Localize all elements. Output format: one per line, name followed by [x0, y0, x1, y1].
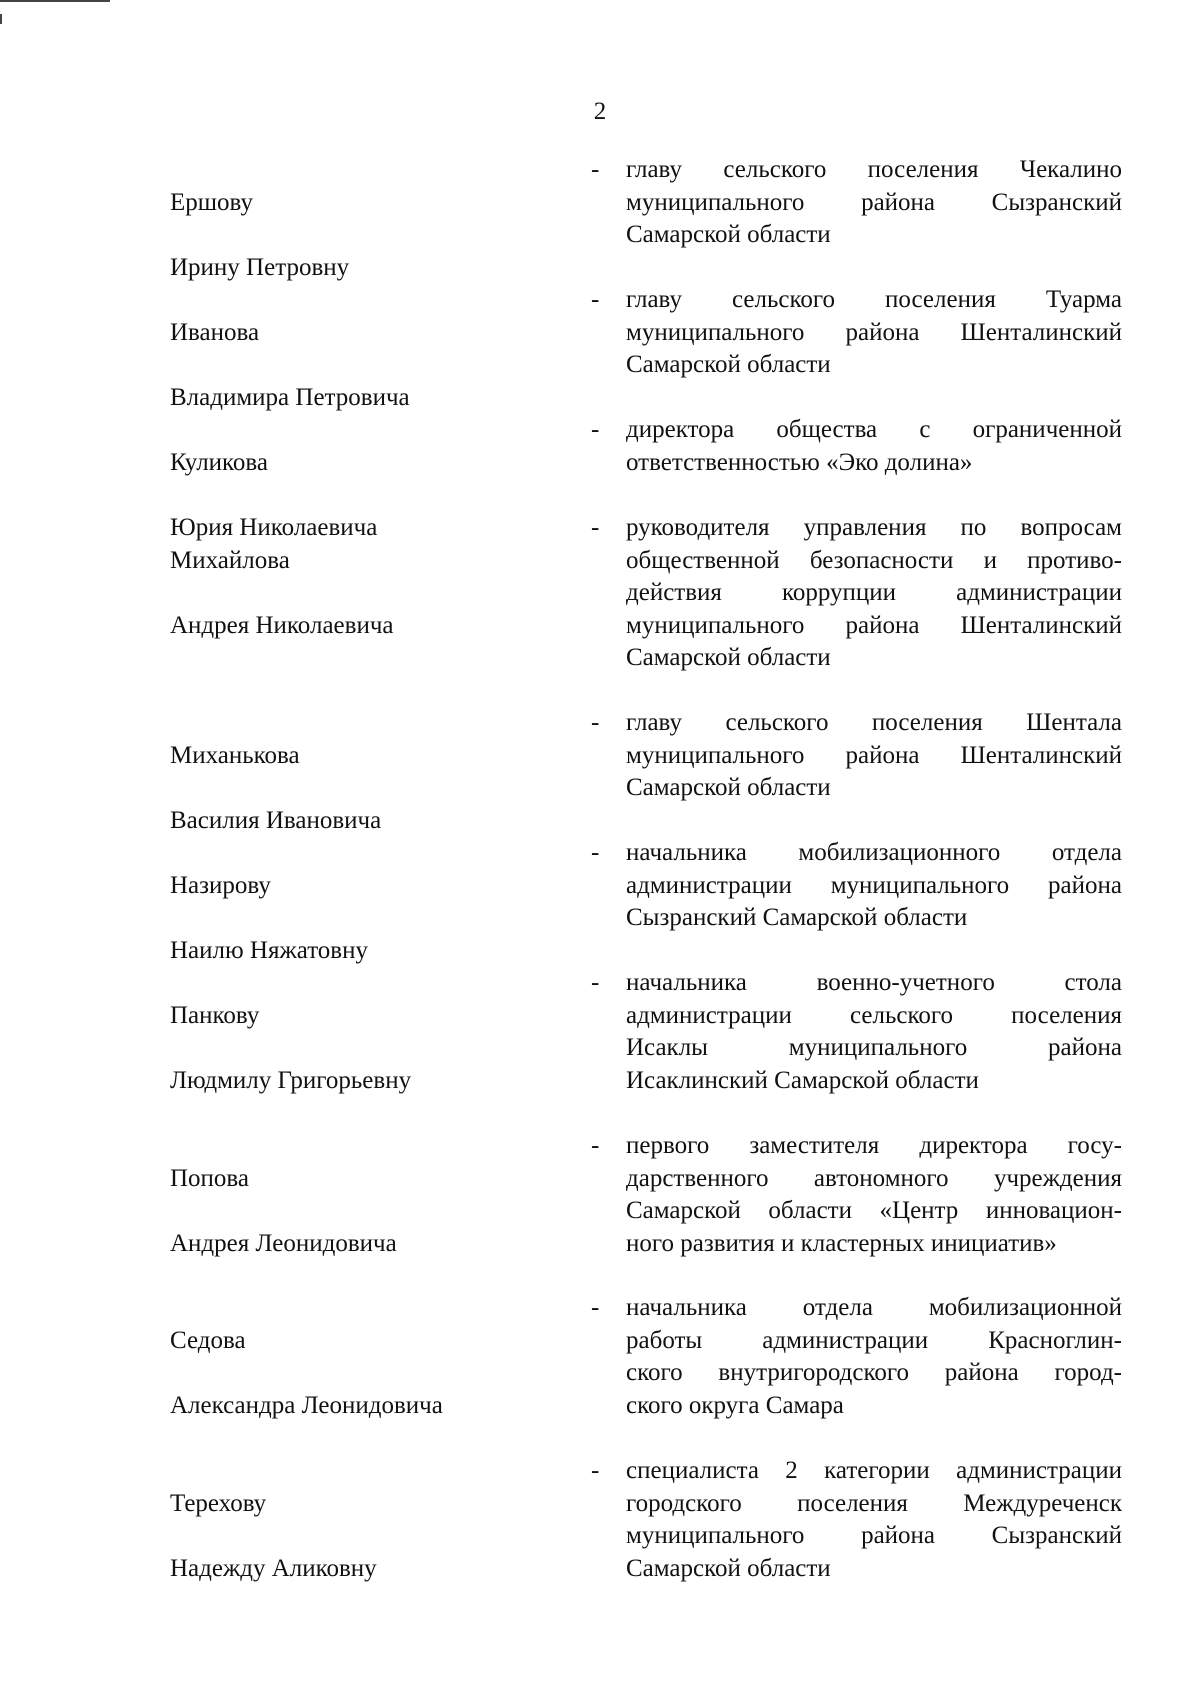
- position-description: [626, 1130, 1122, 1260]
- position-line: Сызранский Самарской области: [626, 904, 968, 931]
- position-line: Самарской области: [626, 774, 831, 801]
- position-line: Самарской области «Центр инновацион-: [626, 1197, 1122, 1224]
- position-description: [626, 414, 1122, 479]
- surname: Ершову: [170, 188, 253, 216]
- position-line: городского поселения Междуреченск: [626, 1489, 1122, 1517]
- given-names: Наилю Няжатовну: [170, 936, 368, 964]
- position-line: директора общества с ограниченной: [626, 416, 1122, 443]
- position-line: работы администрации Красноглин-: [626, 1326, 1122, 1354]
- position-description: [626, 837, 1122, 935]
- person-name: [170, 967, 590, 1130]
- surname: Панкову: [170, 1001, 260, 1029]
- given-names: Надежду Аликовну: [170, 1554, 377, 1582]
- position-line: главу сельского поселения Шентала: [626, 709, 1122, 736]
- dash: -: [591, 969, 600, 996]
- position-description: [626, 1292, 1122, 1422]
- given-names: Андрея Леонидовича: [170, 1229, 397, 1257]
- surname: Миханькова: [170, 741, 300, 769]
- position-description: [626, 1455, 1122, 1585]
- position-line: специалиста 2 категории администрации: [626, 1457, 1122, 1484]
- surname: Куликова: [170, 448, 268, 476]
- surname: Терехову: [170, 1489, 267, 1517]
- surname: Назирову: [170, 871, 271, 899]
- position-line: муниципального района Шенталинский: [626, 318, 1122, 346]
- position-line: Исаклинский Самарской области: [626, 1066, 979, 1094]
- position-line: Исаклы муниципального района: [626, 1034, 1122, 1061]
- given-names: Ирину Петровну: [170, 253, 350, 281]
- position-line: главу сельского поселения Туарма: [626, 286, 1122, 313]
- given-names: Александра Леонидовича: [170, 1391, 443, 1419]
- given-names: Людмилу Григорьевну: [170, 1066, 412, 1094]
- position-line: муниципального района Шенталинский: [626, 741, 1122, 769]
- position-line: администрации сельского поселения: [626, 1001, 1122, 1029]
- position-line: действия коррупции администрации: [626, 579, 1122, 606]
- position-line: начальника мобилизационного отдела: [626, 839, 1122, 866]
- position-line: администрации муниципального района: [626, 871, 1122, 899]
- position-line: общественной безопасности и противо-: [626, 546, 1122, 574]
- surname: Иванова: [170, 318, 260, 346]
- position-line: начальника военно-учетного стола: [626, 969, 1122, 996]
- page-number: 2: [593, 98, 607, 125]
- position-line: ного развития и кластерных инициатив»: [626, 1229, 1057, 1257]
- given-names: Василия Ивановича: [170, 806, 382, 834]
- position-description: [626, 967, 1122, 1097]
- position-line: ответственностью «Эко долина»: [626, 448, 973, 476]
- given-names: Владимира Петровича: [170, 383, 410, 411]
- dash: -: [591, 286, 600, 313]
- position-description: [626, 154, 1122, 252]
- dash: -: [591, 156, 600, 183]
- position-line: Самарской области: [626, 1554, 831, 1582]
- position-line: руководителя управления по вопросам: [626, 514, 1122, 541]
- person-name: [170, 1130, 590, 1293]
- dash: -: [591, 1132, 600, 1159]
- position-line: Самарской области: [626, 221, 831, 248]
- position-line: муниципального района Шенталинский: [626, 611, 1122, 639]
- position-line: Самарской области: [626, 644, 831, 671]
- position-line: ского внутригородского района город-: [626, 1359, 1122, 1386]
- given-names: Андрея Николаевича: [170, 611, 394, 639]
- position-line: муниципального района Сызранский: [626, 1522, 1122, 1549]
- dash: -: [591, 839, 600, 866]
- position-line: Самарской области: [626, 351, 831, 378]
- position-line: главу сельского поселения Чекалино: [626, 156, 1122, 183]
- dash: -: [591, 514, 600, 541]
- given-names: Юрия Николаевича: [170, 513, 378, 541]
- position-line: первого заместителя директора госу-: [626, 1132, 1122, 1159]
- person-name: [170, 1292, 590, 1455]
- surname: Попова: [170, 1164, 250, 1192]
- position-description: [626, 707, 1122, 805]
- position-line: начальника отдела мобилизационной: [626, 1294, 1122, 1321]
- scan-edge-mark: [0, 14, 2, 24]
- surname: Михайлова: [170, 546, 290, 574]
- dash: -: [591, 1457, 600, 1484]
- dash: -: [591, 1294, 600, 1321]
- position-description: [626, 284, 1122, 382]
- dash: -: [591, 416, 600, 443]
- person-name: [170, 1455, 590, 1618]
- person-name: [170, 512, 590, 675]
- surname: Седова: [170, 1326, 246, 1354]
- position-line: дарственного автономного учреждения: [626, 1164, 1122, 1192]
- position-line: ского округа Самара: [626, 1391, 844, 1419]
- dash: -: [591, 709, 600, 736]
- position-description: [626, 512, 1122, 675]
- scan-edge-mark: [0, 0, 110, 2]
- position-line: муниципального района Сызранский: [626, 188, 1122, 216]
